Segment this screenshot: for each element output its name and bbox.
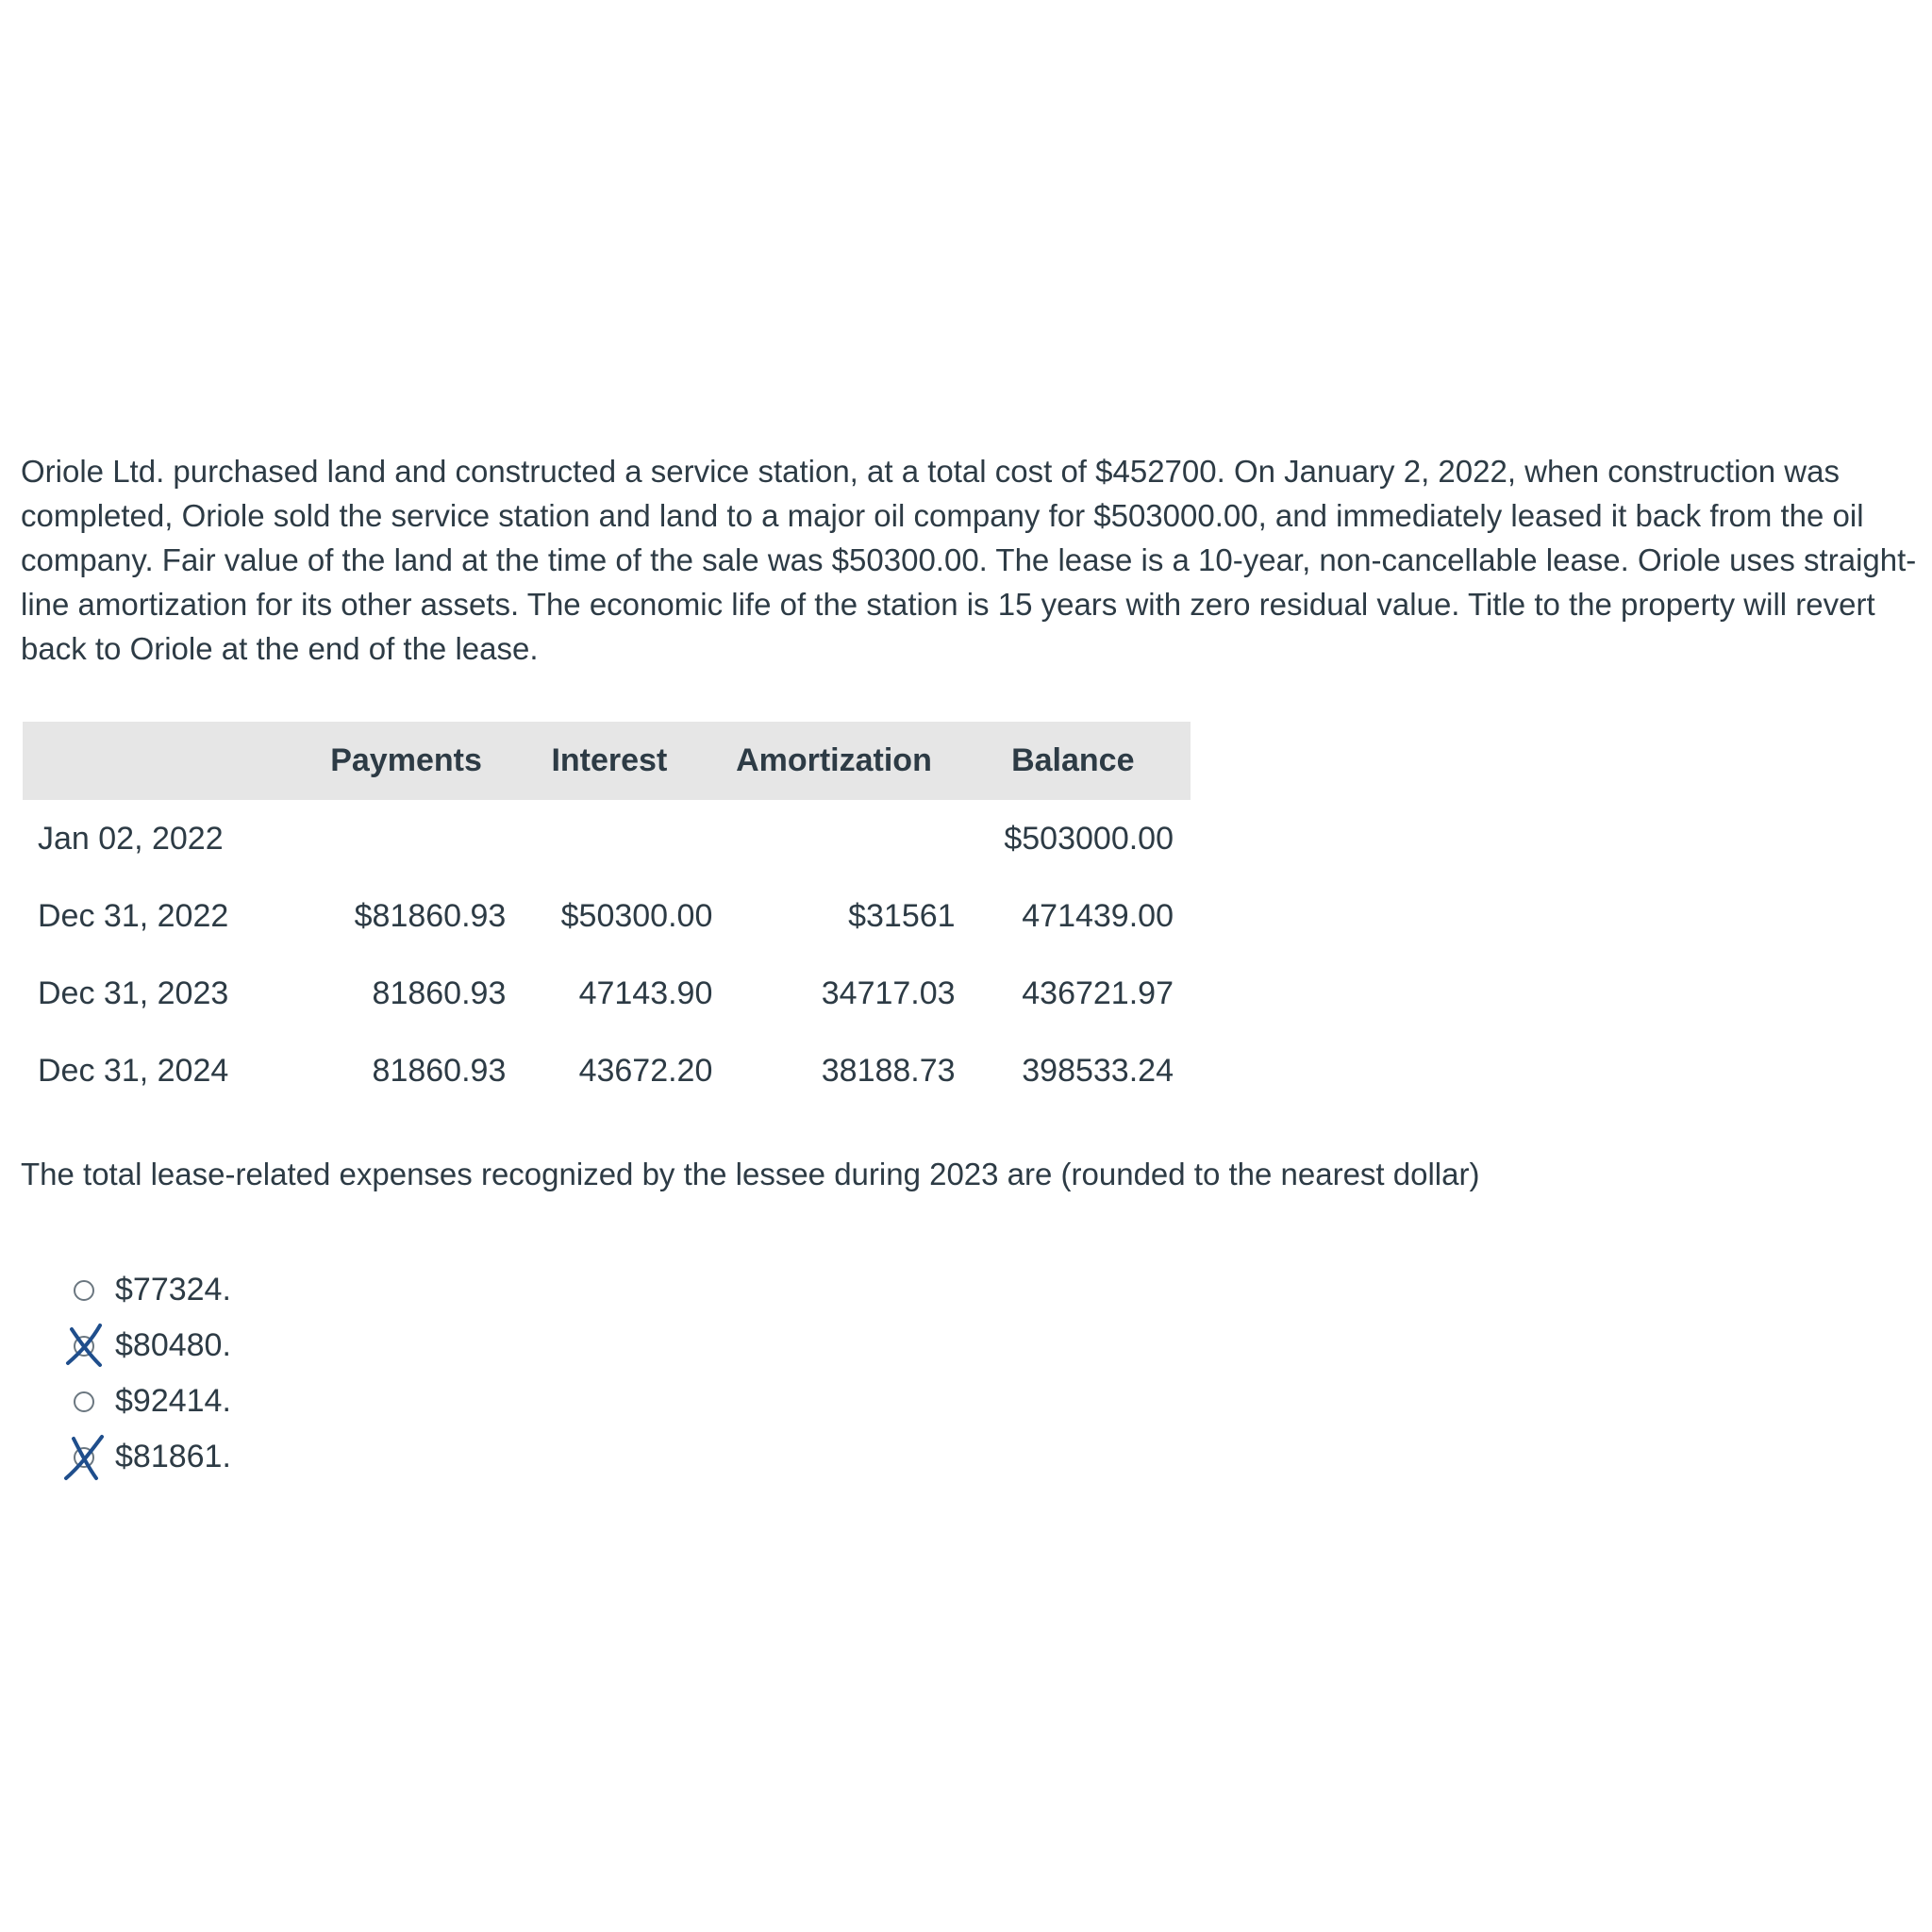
table-header-row xyxy=(23,722,1191,800)
radio-circle-icon[interactable] xyxy=(74,1336,94,1357)
table-row xyxy=(23,955,1191,1032)
row-date: Jan 02, 2022 xyxy=(38,820,224,857)
row-date: Dec 31, 2024 xyxy=(38,1052,229,1089)
answer-option[interactable] xyxy=(74,1429,231,1485)
radio-circle-icon[interactable] xyxy=(74,1391,94,1412)
row-interest: 43672.20 xyxy=(578,1052,713,1089)
row-payments xyxy=(269,800,507,877)
answer-option[interactable] xyxy=(74,1374,231,1429)
answer-options xyxy=(74,1262,231,1485)
table-row xyxy=(23,877,1191,955)
header-balance: Balance xyxy=(956,722,1191,800)
question-prompt: The total lease-related expenses recognized by the lessee during 2023 are (rounded to the nearest dollar) xyxy=(21,1157,1480,1191)
row-interest xyxy=(506,800,712,877)
row-interest: 47143.90 xyxy=(578,974,713,1011)
header-amortization: Amortization xyxy=(712,722,955,800)
answer-option-label: $77324. xyxy=(115,1272,231,1307)
row-date: Dec 31, 2022 xyxy=(38,897,229,934)
row-payments: 81860.93 xyxy=(372,974,507,1011)
answer-option[interactable] xyxy=(74,1262,231,1318)
row-amortization: $31561 xyxy=(848,897,956,934)
header-date xyxy=(23,722,269,800)
row-balance: $503000.00 xyxy=(1004,820,1174,857)
row-amortization: 34717.03 xyxy=(821,974,956,1011)
radio-circle-icon[interactable] xyxy=(74,1447,94,1468)
lease-schedule-table xyxy=(23,722,1191,1109)
row-balance: 471439.00 xyxy=(1022,897,1174,934)
row-amortization: 38188.73 xyxy=(821,1052,956,1089)
row-balance: 436721.97 xyxy=(1022,974,1174,1011)
header-payments: Payments xyxy=(269,722,507,800)
row-balance: 398533.24 xyxy=(1022,1052,1174,1089)
answer-option-label: $92414. xyxy=(115,1383,231,1419)
header-interest: Interest xyxy=(506,722,712,800)
question-scenario: Oriole Ltd. purchased land and constructed a service station, at a total cost of $452700. On January 2, 2022, when construction was completed, Oriole sold the service station and land to a major oil company for $503000.00, and immediately leased it back from the oil company. Fair value of the land at the time of the sale was $50300.00. The lease is a 10-year, non-cancellable lease. Oriole uses straight-line amortization for its other assets. The economic life of the station is 15 years with zero residual value. Title to the property will revert back to Oriole at the end of the lease. xyxy=(21,454,1917,666)
answer-option[interactable] xyxy=(74,1318,231,1374)
row-date: Dec 31, 2023 xyxy=(38,974,229,1011)
radio-circle-icon[interactable] xyxy=(74,1280,94,1301)
answer-option-label: $81861. xyxy=(115,1439,231,1474)
answer-option-label: $80480. xyxy=(115,1327,231,1363)
row-payments: $81860.93 xyxy=(354,897,507,934)
table-row xyxy=(23,1032,1191,1109)
row-payments: 81860.93 xyxy=(372,1052,507,1089)
row-interest: $50300.00 xyxy=(560,897,713,934)
row-amortization xyxy=(712,800,955,877)
table-row xyxy=(23,800,1191,877)
